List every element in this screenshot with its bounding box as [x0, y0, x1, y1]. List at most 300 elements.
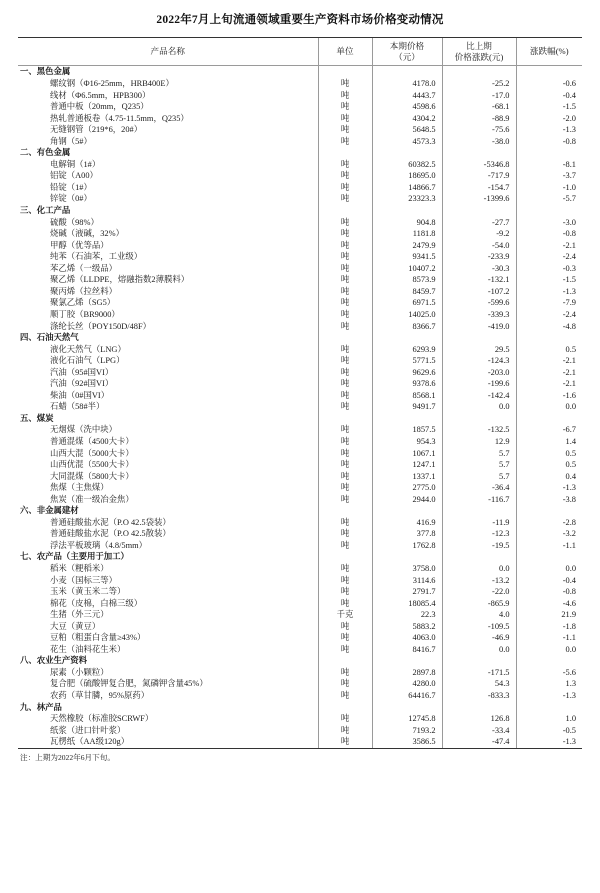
price-change: -46.9: [442, 632, 516, 644]
table-row: [18, 621, 582, 633]
change-rate: -2.1: [516, 240, 582, 252]
change-rate: 0.0: [516, 563, 582, 575]
product-unit: 吨: [318, 170, 372, 182]
price-change: 126.8: [442, 713, 516, 725]
table-row: [18, 736, 582, 748]
product-name: 农药（草甘膦，95%原药）: [50, 691, 150, 700]
price-change: [442, 332, 516, 344]
change-rate: -2.4: [516, 309, 582, 321]
price-change: -11.9: [442, 517, 516, 529]
price-change: -75.6: [442, 124, 516, 136]
price-change: -30.3: [442, 263, 516, 275]
price-change: -1399.6: [442, 193, 516, 205]
change-rate: -1.1: [516, 632, 582, 644]
table-row: [18, 136, 582, 148]
current-price: 5883.2: [372, 621, 442, 633]
product-unit: 吨: [318, 436, 372, 448]
table-row: [18, 193, 582, 205]
table-row: [18, 713, 582, 725]
product-name: 无缝钢管（219*6，20#）: [50, 125, 143, 135]
current-price: 8573.9: [372, 274, 442, 286]
current-price: 14866.7: [372, 182, 442, 194]
table-row: [18, 598, 582, 610]
product-unit: 吨: [318, 101, 372, 113]
product-name: 聚乙烯（LLDPE，熔融指数2薄膜料）: [50, 275, 190, 285]
product-name: 石蜡（58#半）: [50, 402, 105, 412]
change-rate: -5.7: [516, 193, 582, 205]
current-price: 954.3: [372, 436, 442, 448]
price-change: 5.7: [442, 459, 516, 471]
change-rate: 1.4: [516, 436, 582, 448]
change-rate: [516, 66, 582, 78]
current-price: 8459.7: [372, 286, 442, 298]
price-change: [442, 205, 516, 217]
change-rate: -3.0: [516, 217, 582, 229]
product-name: 液化天然气（LNG）: [50, 344, 126, 354]
product-name: 大豆（黄豆）: [50, 621, 101, 631]
current-price: 2897.8: [372, 667, 442, 679]
price-change: -107.2: [442, 286, 516, 298]
product-unit: [318, 551, 372, 563]
change-rate: -1.5: [516, 274, 582, 286]
change-rate: 0.0: [516, 644, 582, 656]
current-price: 1337.1: [372, 471, 442, 483]
product-unit: 吨: [318, 713, 372, 725]
product-unit: 吨: [318, 563, 372, 575]
table-row: [18, 263, 582, 275]
price-change: -17.0: [442, 90, 516, 102]
price-change-table: [18, 37, 582, 749]
change-rate: 1.0: [516, 713, 582, 725]
product-unit: [318, 205, 372, 217]
table-row: [18, 240, 582, 252]
current-price: 4178.0: [372, 78, 442, 90]
product-name: 豆粕（粗蛋白含量≥43%）: [50, 633, 146, 643]
table-row: [18, 690, 582, 702]
product-unit: 吨: [318, 263, 372, 275]
product-name: 电解铜（1#）: [50, 159, 101, 169]
change-rate: -2.1: [516, 378, 582, 390]
table-row: [18, 471, 582, 483]
change-rate: [516, 413, 582, 425]
table-row: [18, 367, 582, 379]
product-unit: 吨: [318, 378, 372, 390]
group-label: 八、农业生产资料: [20, 656, 87, 666]
change-rate: -3.8: [516, 494, 582, 506]
current-price: 2479.9: [372, 240, 442, 252]
change-rate: -1.5: [516, 101, 582, 113]
change-rate: [516, 655, 582, 667]
current-price: 4443.7: [372, 90, 442, 102]
change-rate: -1.3: [516, 736, 582, 748]
current-price: 9341.5: [372, 251, 442, 263]
price-change: -109.5: [442, 621, 516, 633]
table-row: [18, 494, 582, 506]
product-unit: 吨: [318, 367, 372, 379]
product-name: 螺纹钢（Φ16-25mm，HRB400E）: [50, 79, 174, 89]
change-rate: 0.5: [516, 459, 582, 471]
product-name: 铅锭（1#）: [50, 182, 92, 192]
current-price: 1762.8: [372, 540, 442, 552]
table-row: [18, 632, 582, 644]
price-change: 12.9: [442, 436, 516, 448]
column-header-unit: 单位: [318, 38, 372, 66]
change-rate: [516, 147, 582, 159]
product-name: 焦炭（准一级冶金焦）: [50, 494, 134, 504]
change-rate: -6.7: [516, 424, 582, 436]
product-name: 山西大混（5000大卡）: [50, 448, 134, 458]
product-name: 普通硅酸盐水泥（P.O 42.5袋装）: [50, 517, 171, 527]
table-group-row: [18, 205, 582, 217]
current-price: 5771.5: [372, 355, 442, 367]
change-rate: -2.8: [516, 517, 582, 529]
product-unit: 吨: [318, 471, 372, 483]
current-price: [372, 551, 442, 563]
price-change-label-line1: 比上期: [466, 41, 492, 51]
current-price: [372, 205, 442, 217]
price-change: -132.5: [442, 424, 516, 436]
table-row: [18, 170, 582, 182]
product-unit: 吨: [318, 274, 372, 286]
product-name: 天然橡胶（标准胶SCRWF）: [50, 714, 154, 724]
price-change: 0.0: [442, 401, 516, 413]
change-rate: -1.0: [516, 182, 582, 194]
table-header: [18, 38, 582, 66]
change-rate: -0.5: [516, 725, 582, 737]
change-rate: -4.6: [516, 598, 582, 610]
change-rate: [516, 332, 582, 344]
product-name: 棉花（皮棉，白棉三级）: [50, 598, 143, 608]
current-price: 3586.5: [372, 736, 442, 748]
change-rate: -0.4: [516, 90, 582, 102]
product-name: 尿素（小颗粒）: [50, 667, 109, 677]
table-row: [18, 251, 582, 263]
current-price: 23323.3: [372, 193, 442, 205]
current-price: 9491.7: [372, 401, 442, 413]
product-unit: 吨: [318, 482, 372, 494]
product-name: 热轧普通板卷（4.75-11.5mm，Q235）: [50, 113, 189, 123]
product-name: 汽油（92#国VI）: [50, 379, 114, 389]
product-unit: 吨: [318, 632, 372, 644]
current-price: 1247.1: [372, 459, 442, 471]
price-change: -19.5: [442, 540, 516, 552]
change-rate: -3.7: [516, 170, 582, 182]
price-change: 29.5: [442, 344, 516, 356]
column-header-product-name: 产品名称: [18, 38, 318, 66]
table-row: [18, 182, 582, 194]
product-unit: [318, 66, 372, 78]
product-unit: 吨: [318, 598, 372, 610]
price-change: [442, 66, 516, 78]
change-rate: -1.3: [516, 286, 582, 298]
table-row: [18, 424, 582, 436]
table-row: [18, 286, 582, 298]
current-price: 14025.0: [372, 309, 442, 321]
product-name: 线材（Φ6.5mm，HPB300）: [50, 90, 151, 100]
product-unit: 吨: [318, 528, 372, 540]
product-name: 普通硅酸盐水泥（P.O 42.5散装）: [50, 529, 171, 539]
change-rate: 21.9: [516, 609, 582, 621]
table-group-row: [18, 551, 582, 563]
product-name: 生猪（外三元）: [50, 610, 109, 620]
product-unit: 吨: [318, 297, 372, 309]
product-name: 玉米（黄玉米二等）: [50, 587, 126, 597]
product-name: 铝锭（A00）: [50, 171, 98, 181]
table-row: [18, 667, 582, 679]
current-price: 4573.3: [372, 136, 442, 148]
change-rate: -8.1: [516, 159, 582, 171]
product-unit: 吨: [318, 78, 372, 90]
product-name: 山西优混（5500大卡）: [50, 460, 134, 470]
product-name: 角钢（5#）: [50, 136, 92, 146]
product-unit: 吨: [318, 459, 372, 471]
change-rate: -1.6: [516, 390, 582, 402]
column-header-change-rate: 涨跌幅(%): [516, 38, 582, 66]
price-change: -54.0: [442, 240, 516, 252]
product-unit: 吨: [318, 355, 372, 367]
price-change: 4.0: [442, 609, 516, 621]
current-price: 377.8: [372, 528, 442, 540]
table-group-row: [18, 66, 582, 78]
product-name: 苯乙烯（一级品）: [50, 263, 117, 273]
table-group-row: [18, 332, 582, 344]
price-change: 0.0: [442, 563, 516, 575]
price-change: -203.0: [442, 367, 516, 379]
current-price: [372, 66, 442, 78]
current-price: 3758.0: [372, 563, 442, 575]
change-rate: -0.6: [516, 78, 582, 90]
product-unit: 吨: [318, 517, 372, 529]
price-change: -12.3: [442, 528, 516, 540]
table-row: [18, 563, 582, 575]
product-name: 瓦楞纸（AA级120g）: [18, 736, 318, 748]
price-change: -27.7: [442, 217, 516, 229]
product-unit: 吨: [318, 309, 372, 321]
product-unit: 吨: [318, 136, 372, 148]
change-rate: -1.3: [516, 482, 582, 494]
product-name: 聚氯乙烯（SG5）: [50, 298, 116, 308]
table-body: [18, 66, 582, 748]
group-label: 一、黑色金属: [20, 67, 71, 77]
table-row: [18, 528, 582, 540]
price-change: -339.3: [442, 309, 516, 321]
table-row: [18, 482, 582, 494]
current-price: 64416.7: [372, 690, 442, 702]
product-unit: 吨: [318, 217, 372, 229]
price-change: -68.1: [442, 101, 516, 113]
table-row: [18, 436, 582, 448]
change-rate: 1.3: [516, 678, 582, 690]
current-price: 1067.1: [372, 448, 442, 460]
table-row: [18, 609, 582, 621]
price-change: -717.9: [442, 170, 516, 182]
product-name: 无烟煤（洗中块）: [50, 425, 117, 435]
change-rate: -1.3: [516, 690, 582, 702]
group-label: 三、化工产品: [20, 206, 71, 216]
change-rate: -2.4: [516, 251, 582, 263]
price-change: -47.4: [442, 736, 516, 748]
product-name: 纸浆（进口针叶浆）: [50, 725, 126, 735]
table-row: [18, 78, 582, 90]
product-name: 复合肥（硫酸钾复合肥，氮磷钾含量45%）: [50, 679, 208, 689]
table-row: [18, 517, 582, 529]
price-change: 5.7: [442, 471, 516, 483]
current-price: 8366.7: [372, 321, 442, 333]
product-unit: 吨: [318, 644, 372, 656]
current-price: 60382.5: [372, 159, 442, 171]
column-header-current-price: [372, 38, 442, 66]
product-unit: 吨: [318, 494, 372, 506]
product-unit: [318, 332, 372, 344]
product-name: 柴油（0#国VI）: [50, 390, 110, 400]
product-name: 锌锭（0#）: [50, 194, 92, 204]
price-change: 54.3: [442, 678, 516, 690]
product-name: 烧碱（液碱，32%）: [50, 229, 124, 239]
table-row: [18, 217, 582, 229]
price-change: -132.1: [442, 274, 516, 286]
product-name: 聚丙烯（拉丝料）: [50, 286, 117, 296]
current-price: 3114.6: [372, 575, 442, 587]
current-price: 7193.2: [372, 725, 442, 737]
table-row: [18, 678, 582, 690]
price-change: -9.2: [442, 228, 516, 240]
change-rate: -2.1: [516, 355, 582, 367]
current-price: 5648.5: [372, 124, 442, 136]
current-price: 4063.0: [372, 632, 442, 644]
current-price: 2775.0: [372, 482, 442, 494]
change-rate: [516, 505, 582, 517]
page-title: 2022年7月上旬流通领域重要生产资料市场价格变动情况: [156, 14, 444, 26]
change-rate: 0.0: [516, 401, 582, 413]
table-group-row: [18, 655, 582, 667]
product-unit: 吨: [318, 228, 372, 240]
table-row: [18, 228, 582, 240]
current-price: 18695.0: [372, 170, 442, 182]
change-rate: -2.1: [516, 367, 582, 379]
current-price: 18085.4: [372, 598, 442, 610]
current-price: 1181.8: [372, 228, 442, 240]
group-label: 七、农产品（主要用于加工）: [20, 552, 129, 562]
price-change: 5.7: [442, 448, 516, 460]
product-unit: 吨: [318, 736, 372, 748]
product-name: 大同混煤（5800大卡）: [50, 471, 134, 481]
product-name: 硫酸（98%）: [50, 217, 99, 227]
table-group-row: [18, 413, 582, 425]
group-label: 五、煤炭: [20, 413, 54, 423]
price-change: -142.4: [442, 390, 516, 402]
change-rate: [516, 551, 582, 563]
change-rate: -1.1: [516, 540, 582, 552]
current-price: [372, 147, 442, 159]
product-name: 纯苯（石油苯，工业级）: [50, 252, 143, 262]
price-change: -124.3: [442, 355, 516, 367]
product-unit: 吨: [318, 448, 372, 460]
current-price: 6293.9: [372, 344, 442, 356]
price-change: [442, 655, 516, 667]
table-row: [18, 586, 582, 598]
group-label: 二、有色金属: [20, 148, 71, 158]
price-change: -22.0: [442, 586, 516, 598]
group-label: 六、非金属建材: [20, 506, 79, 516]
group-label: 九、林产品: [20, 702, 62, 712]
current-price: 4280.0: [372, 678, 442, 690]
current-price-label-line2: （元）: [394, 51, 420, 62]
price-change: -88.9: [442, 113, 516, 125]
product-unit: 吨: [318, 586, 372, 598]
change-rate: -5.6: [516, 667, 582, 679]
price-change: -13.2: [442, 575, 516, 587]
product-name: 花生（油料花生米）: [50, 644, 126, 654]
change-rate: 0.5: [516, 344, 582, 356]
current-price: 12745.8: [372, 713, 442, 725]
product-unit: 吨: [318, 424, 372, 436]
price-change: [442, 413, 516, 425]
price-change: -419.0: [442, 321, 516, 333]
change-rate: [516, 702, 582, 714]
price-change: -36.4: [442, 482, 516, 494]
product-unit: 吨: [318, 540, 372, 552]
table-footnote: 注：上期为2022年6月下旬。: [20, 752, 115, 762]
product-name: 涤纶长丝（POY150D/48F）: [50, 321, 151, 331]
table-row: [18, 448, 582, 460]
price-change: [442, 702, 516, 714]
table-row: [18, 274, 582, 286]
table-header-row: [18, 38, 582, 66]
price-change: -865.9: [442, 598, 516, 610]
product-unit: 吨: [318, 182, 372, 194]
product-unit: 吨: [318, 286, 372, 298]
current-price: 416.9: [372, 517, 442, 529]
table-group-row: [18, 702, 582, 714]
change-rate: 0.4: [516, 471, 582, 483]
group-label: 四、石油天然气: [20, 333, 79, 343]
product-name: 汽油（95#国VI）: [50, 367, 114, 377]
change-rate: -0.4: [516, 575, 582, 587]
current-price: 1857.5: [372, 424, 442, 436]
product-unit: [318, 413, 372, 425]
change-rate: 0.5: [516, 448, 582, 460]
price-change: [442, 505, 516, 517]
product-unit: [318, 147, 372, 159]
table-row: [18, 390, 582, 402]
table-row: [18, 90, 582, 102]
price-change: -599.6: [442, 297, 516, 309]
product-name: 稻米（粳稻米）: [50, 563, 109, 573]
product-name: 普通中板（20mm，Q235）: [50, 102, 149, 112]
product-unit: [318, 702, 372, 714]
current-price: [372, 702, 442, 714]
product-name: 普通混煤（4500大卡）: [50, 436, 134, 446]
table-row: [18, 113, 582, 125]
product-unit: 千克: [318, 609, 372, 621]
change-rate: -0.8: [516, 228, 582, 240]
price-change: [442, 551, 516, 563]
change-rate: -4.8: [516, 321, 582, 333]
product-unit: 吨: [318, 725, 372, 737]
product-name: 浮法平板玻璃（4.8/5mm）: [50, 540, 148, 550]
product-unit: 吨: [318, 690, 372, 702]
product-unit: 吨: [318, 251, 372, 263]
current-price: 9629.6: [372, 367, 442, 379]
change-rate: [516, 205, 582, 217]
current-price: 8416.7: [372, 644, 442, 656]
table-group-row: [18, 505, 582, 517]
table-row: [18, 540, 582, 552]
current-price: 9378.6: [372, 378, 442, 390]
product-unit: 吨: [318, 240, 372, 252]
product-unit: 吨: [318, 621, 372, 633]
current-price: 22.3: [372, 609, 442, 621]
